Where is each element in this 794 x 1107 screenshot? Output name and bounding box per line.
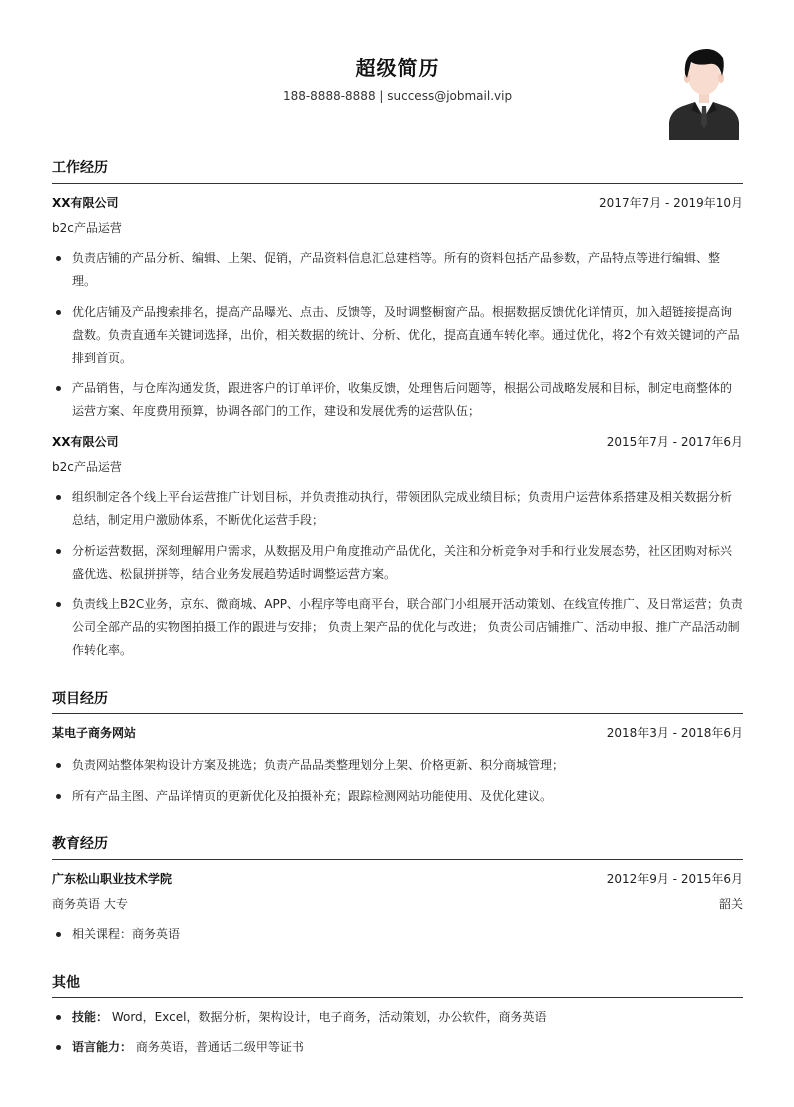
major-degree: 商务英语 大专 <box>52 897 128 911</box>
section-title-education: 教育经历 <box>52 836 108 852</box>
company-name: XX有限公司 <box>52 196 119 210</box>
list-item <box>52 1006 743 1029</box>
bullet-line: 作转化率。 <box>72 643 133 657</box>
job-role <box>52 458 743 476</box>
bullet-dot <box>56 794 61 799</box>
section-divider <box>52 997 743 998</box>
role-title: b2c产品运营 <box>52 221 122 235</box>
bullet-line: 盘数。负责直通车关键词选择，出价，相关数据的统计、分析、优化，提高直通车转化率。通过优化，将2个有效关键词的产品 <box>72 328 740 342</box>
skill-label: 技能： <box>72 1010 109 1024</box>
bullet-dot <box>56 549 61 554</box>
bullet-line: 组织制定各个线上平台运营推广计划目标，并负责推动执行，带领团队完成业绩目标；负责用户运营体系搭建及相关数据分析 <box>72 490 733 504</box>
bullet-dot <box>56 495 61 500</box>
bullet-dot <box>56 1015 61 1020</box>
job-role <box>52 219 743 237</box>
language-value: 商务英语，普通话二级甲等证书 <box>132 1040 304 1054</box>
bullet-dot <box>56 310 61 315</box>
company-name: XX有限公司 <box>52 435 119 449</box>
bullet-line: 相关课程：商务英语 <box>72 927 181 941</box>
bullet-line: 所有产品主图、产品详情页的更新优化及拍摄补充；跟踪检测网站功能使用、及优化建议。 <box>72 789 553 803</box>
job-header <box>52 194 743 212</box>
education-date: 2012年9月 - 2015年6月 <box>606 872 743 886</box>
section-title-other: 其他 <box>52 975 80 991</box>
list-item <box>52 593 743 662</box>
project-name: 某电子商务网站 <box>52 726 137 740</box>
section-divider <box>52 859 743 860</box>
bullet-dot <box>56 386 61 391</box>
list-item <box>52 301 743 370</box>
school-name: 广东松山职业技术学院 <box>52 872 173 886</box>
list-item <box>52 923 743 946</box>
bullet-line: 运营方案、年度费用预算，协调各部门的工作，建设和发展优秀的运营队伍； <box>72 404 481 418</box>
school-location: 韶关 <box>718 897 743 911</box>
section-title-project: 项目经历 <box>52 691 108 707</box>
bullet-line: 优化店铺及产品搜索排名，提高产品曝光、点击、反馈等，及时调整橱窗产品。根据数据反馈优化详情页，加入超链接提高询 <box>72 305 733 319</box>
job-date: 2015年7月 - 2017年6月 <box>606 435 743 449</box>
list-item <box>52 540 743 586</box>
role-title: b2c产品运营 <box>52 460 122 474</box>
bullet-dot <box>56 1045 61 1050</box>
section-divider <box>52 713 743 714</box>
resume-name: 超级简历 <box>355 56 440 80</box>
language-label: 语言能力： <box>72 1040 133 1054</box>
bullet-line: 分析运营数据，深刻理解用户需求，从数据及用户角度推动产品优化，关注和分析竞争对手和行业发展态势，社区团购对标兴 <box>72 544 733 558</box>
bullet-dot <box>56 602 61 607</box>
list-item <box>52 377 743 423</box>
bullet-dot <box>56 932 61 937</box>
bullet-dot <box>56 256 61 261</box>
bullet-line: 产品销售，与仓库沟通发货，跟进客户的订单评价，收集反馈，处理售后问题等，根据公司战略发展和目标，制定电商整体的 <box>72 381 733 395</box>
person-avatar-icon <box>669 44 739 140</box>
skill-value: Word，Excel，数据分析，架构设计，电子商务，活动策划，办公软件，商务英语 <box>108 1010 547 1024</box>
list-item <box>52 247 743 293</box>
list-item <box>52 785 743 808</box>
job-header <box>52 433 743 451</box>
bullet-line: 负责线上B2C业务，京东、微商城、APP、小程序等电商平台，联合部门小组展开活动策划、在线宣传推广、及日常运营；负责 <box>72 597 743 611</box>
list-item <box>52 486 743 532</box>
project-date: 2018年3月 - 2018年6月 <box>606 726 743 740</box>
contact-info: 188-8888-8888 | success@jobmail.vip <box>282 89 513 103</box>
section-title-work: 工作经历 <box>52 160 108 176</box>
job-date: 2017年7月 - 2019年10月 <box>599 196 743 210</box>
bullet-line: 排到首页。 <box>72 351 133 365</box>
section-divider <box>52 183 743 184</box>
list-item <box>52 754 743 777</box>
education-header <box>52 870 743 888</box>
bullet-line: 负责网站整体架构设计方案及挑选；负责产品品类整理划分上架、价格更新、积分商城管理； <box>72 758 565 772</box>
bullet-line: 公司全部产品的实物图拍摄工作的跟进与安排； 负责上架产品的优化与改进； 负责公司店铺推广、活动申报、推广产品活动制 <box>72 620 740 634</box>
education-detail <box>52 895 743 913</box>
bullet-line: 盛优选、松鼠拼拼等，结合业务发展趋势适时调整运营方案。 <box>72 567 397 581</box>
bullet-dot <box>56 763 61 768</box>
project-header <box>52 724 743 742</box>
bullet-line: 理。 <box>72 274 97 288</box>
list-item <box>52 1036 743 1059</box>
bullet-line: 负责店铺的产品分析、编辑、上架、促销，产品资料信息汇总建档等。所有的资料包括产品参数，产品特点等进行编辑、整 <box>72 251 721 265</box>
bullet-line: 总结，制定用户激励体系，不断优化运营手段； <box>72 513 325 527</box>
